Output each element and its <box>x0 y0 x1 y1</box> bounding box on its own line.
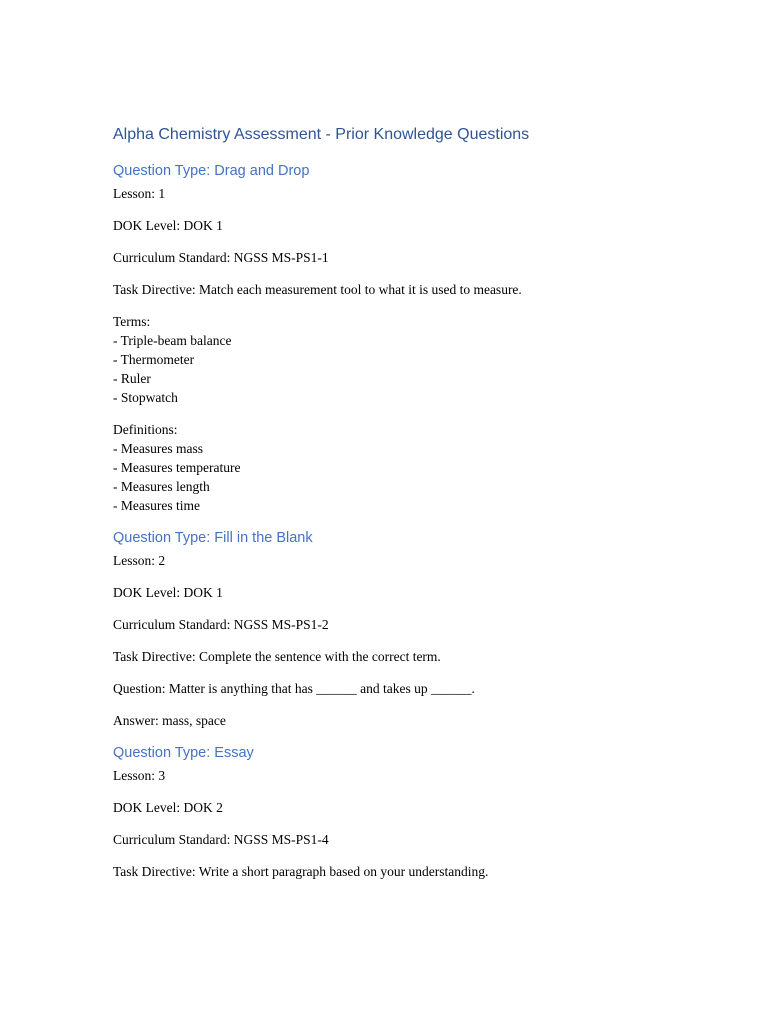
term-item: - Ruler <box>113 371 151 386</box>
definition-item: - Measures mass <box>113 441 203 456</box>
curriculum-standard-text: Curriculum Standard: NGSS MS-PS1-2 <box>113 617 329 632</box>
question-type-heading: Question Type: Drag and Drop <box>113 163 310 179</box>
lesson-text: Lesson: 3 <box>113 768 166 783</box>
definition-item: - Measures temperature <box>113 460 241 475</box>
terms-block <box>113 312 713 407</box>
definition-item: - Measures length <box>113 479 210 494</box>
question-section-essay <box>113 743 713 881</box>
answer-text: Answer: mass, space <box>113 713 226 728</box>
term-item: - Thermometer <box>113 352 195 367</box>
dok-level-text: DOK Level: DOK 1 <box>113 585 223 600</box>
dok-level-text: DOK Level: DOK 1 <box>113 218 223 233</box>
dok-level-text: DOK Level: DOK 2 <box>113 800 223 815</box>
definition-item: - Measures time <box>113 498 200 513</box>
document-title: Alpha Chemistry Assessment - Prior Knowledge Questions <box>113 126 530 143</box>
question-type-heading: Question Type: Fill in the Blank <box>113 530 313 546</box>
terms-label: Terms: <box>113 314 151 329</box>
question-text: Question: Matter is anything that has ______ and takes up ______. <box>113 681 475 696</box>
term-item: - Triple-beam balance <box>113 333 232 348</box>
document-page <box>113 124 713 881</box>
definitions-block <box>113 420 713 515</box>
task-directive-text: Task Directive: Write a short paragraph based on your understanding. <box>113 864 489 879</box>
task-directive-text: Task Directive: Match each measurement tool to what it is used to measure. <box>113 282 522 297</box>
task-directive-text: Task Directive: Complete the sentence with the correct term. <box>113 649 441 664</box>
lesson-text: Lesson: 2 <box>113 553 166 568</box>
question-type-heading: Question Type: Essay <box>113 745 254 761</box>
question-section-fill-in-the-blank <box>113 528 713 730</box>
definitions-label: Definitions: <box>113 422 178 437</box>
curriculum-standard-text: Curriculum Standard: NGSS MS-PS1-4 <box>113 832 329 847</box>
curriculum-standard-text: Curriculum Standard: NGSS MS-PS1-1 <box>113 250 329 265</box>
term-item: - Stopwatch <box>113 390 178 405</box>
question-section-drag-and-drop <box>113 161 713 515</box>
lesson-text: Lesson: 1 <box>113 186 166 201</box>
